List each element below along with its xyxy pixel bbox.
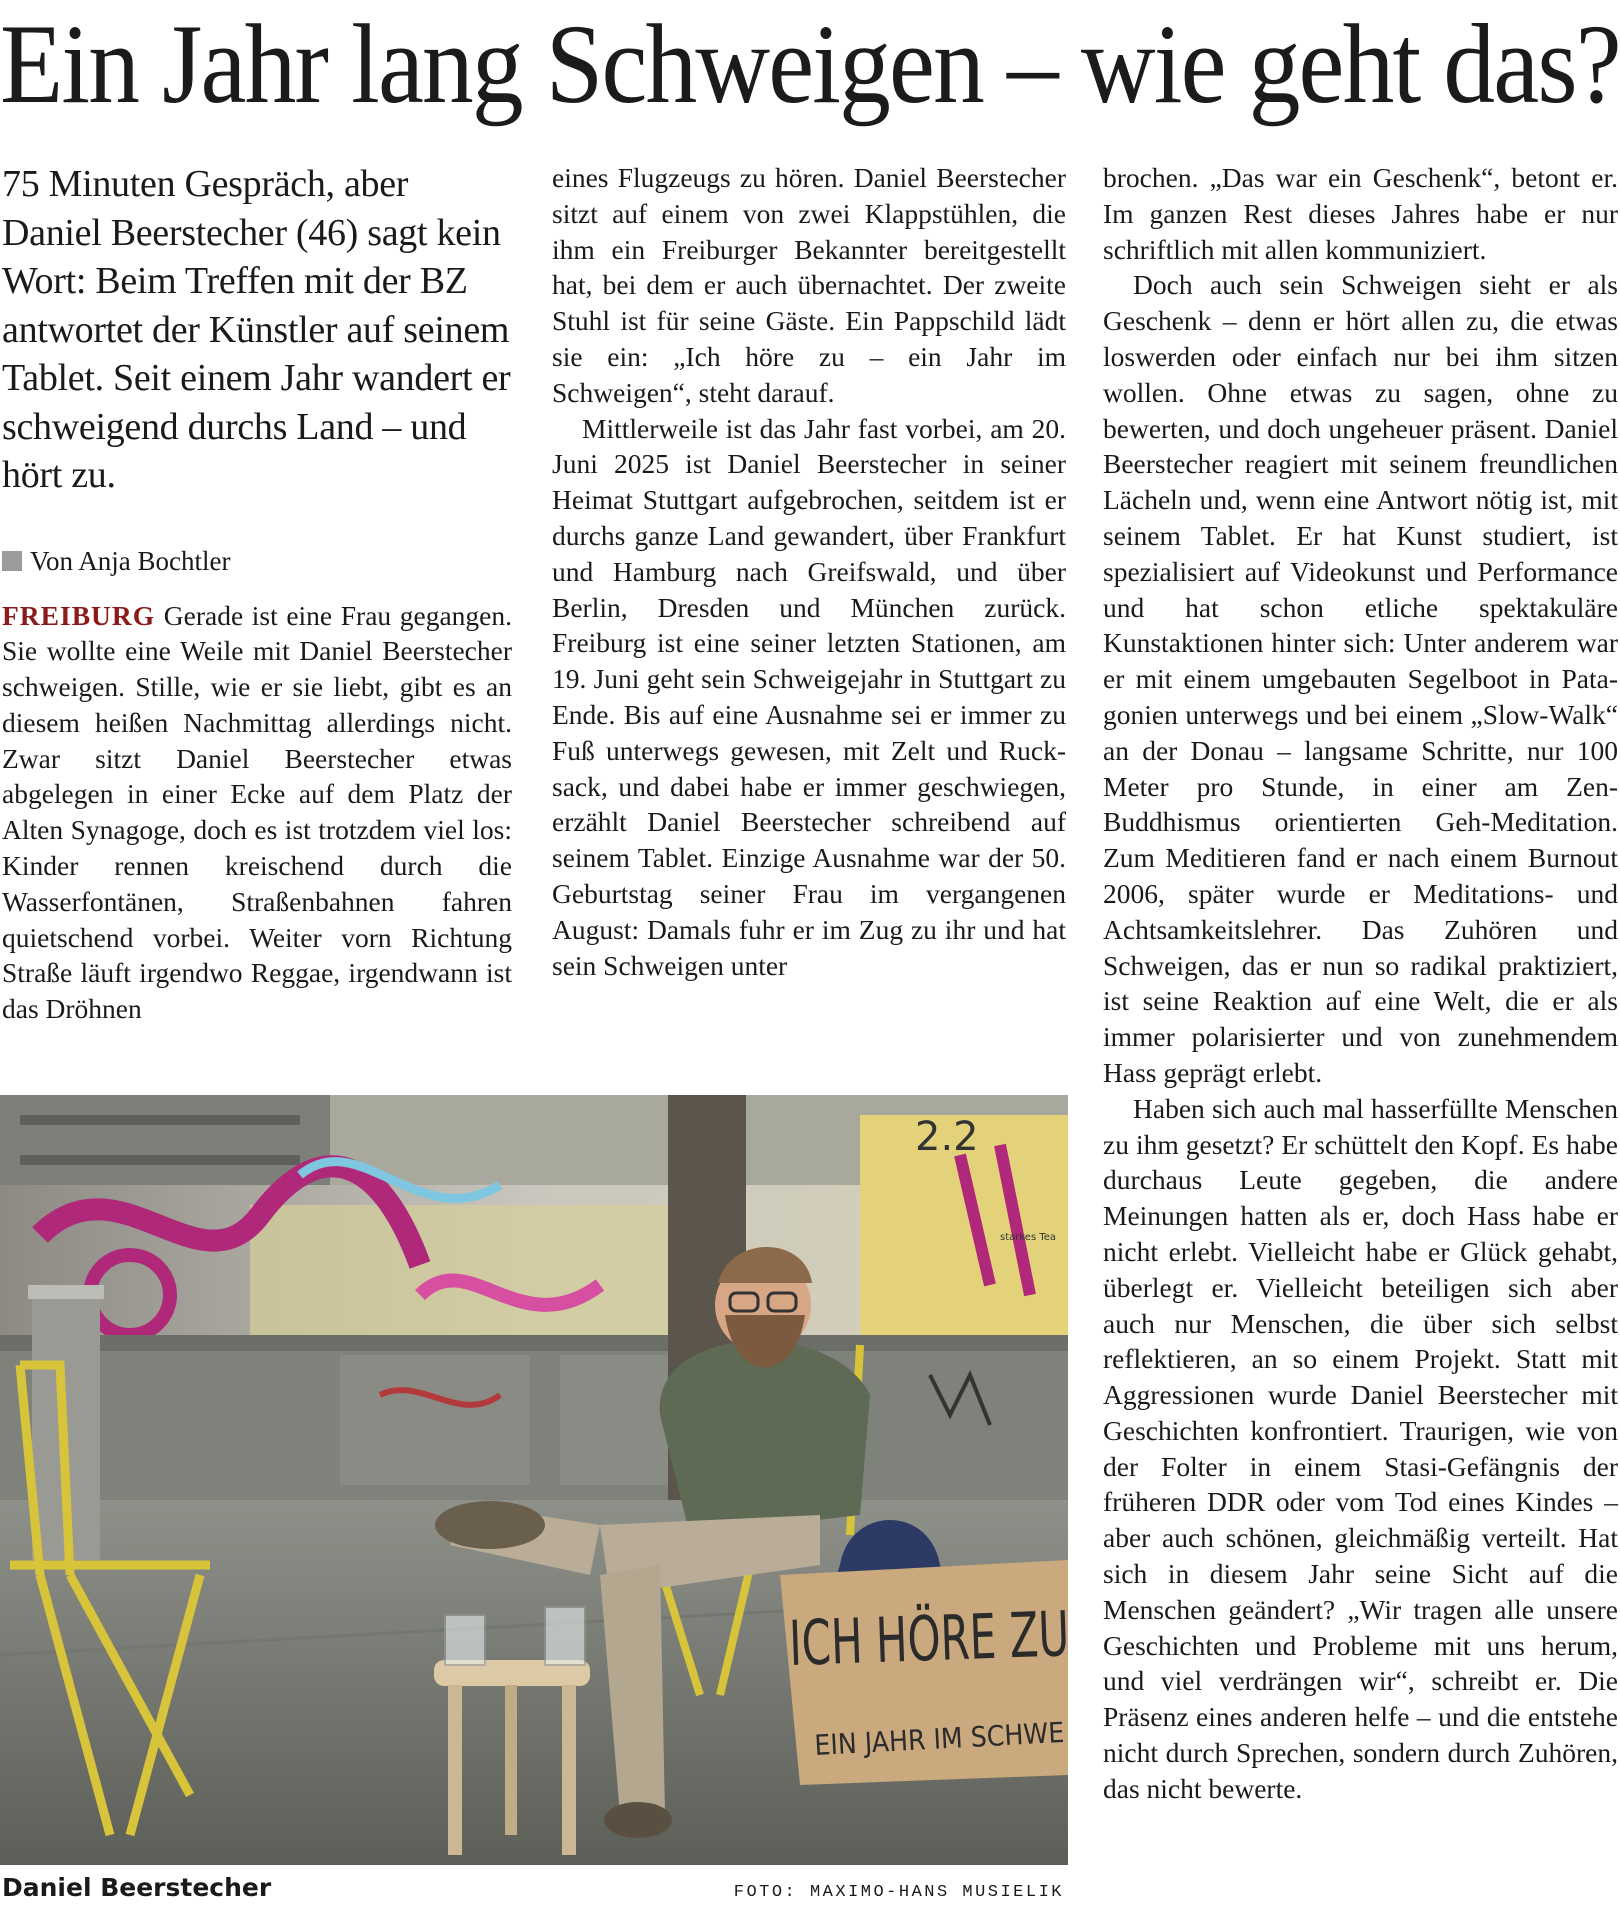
dateline: FREIBURG	[2, 599, 156, 631]
byline	[2, 544, 512, 578]
sign-text-line2: EIN JAHR IM SCHWE	[813, 1714, 1093, 1762]
body-paragraph-3: Mittlerweile ist das Jahr fast vorbei, am 20. Juni 2025 ist Daniel Beerstecher in seiner Heimat Stuttgart aufgebrochen, seitdem ist er durchs ganze Land gewandert, über Frankfurt und Hamburg nach Greifswald, und über Berlin, Dresden und München zurück. Freiburg ist eine seiner letzten Stationen, am 19. Juni geht sein Schweigejahr in Stuttgart zu Ende. Bis auf eine Ausnahme sei er immer zu Fuß unterwegs gewesen, mit Zelt und Rucksack, und dabei habe er immer geschwiegen, erzählt Daniel Beerstecher schreibend auf seinem Tablet. Einzige Ausnahme war der 50. Geburtstag seiner Frau im vergangenen August: Damals fuhr er im Zug zu ihr und hat sein Schweigen unter	[552, 412, 1066, 981]
body-paragraph-6: Haben sich auch mal hasserfüllte Menschen zu ihm gesetzt? Er schüttelt den Kopf. Es habe durchaus Leute gegeben, die andere Meinungen hatten als er, doch Hass habe er nicht erlebt. Vielleicht habe er Glück gehabt, überlegt er. Vielleicht beteiligen sich aber auch nur Menschen, die über sich selbst reflektieren, an so einem Projekt. Statt mit Aggressionen wurde Daniel Beerstecher mit Geschichten konfrontiert. Traurigen, wie von der Folter in einem Stasi-Gefängnis der früheren DDR oder vom Tod eines Kindes – aber auch schönen, gleichmäßig verteilt. Hat sich in diesem Jahr seine Sicht auf die Menschen geändert? „Wir tragen alle unsere Geschichten und Probleme mit uns herum, und viel verdrängen wir“, schreibt er. Die Präsenz eines anderen helfe – und die entstehe nicht durch Sprechen, sondern durch Zuhören, das nicht bewerte.	[1103, 1092, 1618, 1804]
lead-paragraph: 75 Minuten Gespräch, aber Daniel Beerstecher (46) sagt kein Wort: Beim Treffen mit der BZ antwortet der Künstler auf seinem Tablet. Seit einem Jahr wandert er schweigend durchs Land – und hört zu.	[2, 163, 511, 496]
article-photo	[0, 1095, 1204, 1865]
photo-illustration	[0, 1095, 1204, 1865]
column-3	[1103, 160, 1618, 1807]
sign-text-line1: ICH HÖRE ZU	[787, 1592, 1204, 1680]
poster-number: 2.2	[915, 1114, 979, 1160]
body-text-col1: Gerade ist eine Frau gegangen. Sie wollte eine Weile mit Daniel Beerstecher schweigen. Stille, wie er sie liebt, gibt es an diesem heißen Nachmittag allerdings nicht. Zwar sitzt Daniel Beerstecher etwas abgelegen in einer Ecke auf dem Platz der Alten Synagoge, doch es ist trotzdem viel los: Kinder rennen kreischend durch die Wasserfontänen, Straßenbahnen fahren quietschend vorbei. Weiter vorn Richtung Straße läuft irgendwo Reggae, irgendwann ist das Dröhnen	[2, 599, 512, 1025]
body-paragraph-1	[2, 598, 512, 1028]
byline-author: Von Anja Bochtler	[30, 545, 231, 576]
photo-credit: FOTO: MAXIMO-HANS MUSIELIK	[733, 1883, 1064, 1902]
photo-caption	[2, 1873, 1070, 1909]
caption-name: Daniel Beerstecher	[2, 1873, 272, 1902]
body-paragraph-4: brochen. „Das war ein Geschenk“, betont er. Im ganzen Rest dieses Jahres habe er nur schriftlich mit allen kommuniziert.	[1103, 162, 1618, 265]
headline: Ein Jahr lang Schweigen – wie geht das?	[0, 2, 1620, 127]
column-2	[552, 160, 1066, 983]
body-paragraph-2: eines Flugzeugs zu hören. Daniel Beerstecher sitzt auf einem von zwei Klappstühlen, die ihm ein Freiburger Bekannter bereitgestellt hat, bei dem er auch übernachtet. Der zweite Stuhl ist für seine Gäste. Ein Pappschild lädt sie ein: „Ich höre zu – ein Jahr im Schweigen“, steht darauf.	[552, 162, 1066, 408]
poster-small-text: starkes Tea	[1000, 1232, 1057, 1243]
byline-square-icon	[2, 551, 22, 571]
body-paragraph-5: Doch auch sein Schweigen sieht er als Geschenk – denn er hört allen zu, die etwas loswerden oder einfach nur bei ihm sitzen wollen. Ohne etwas zu sagen, ohne zu bewerten, und doch ungeheuer präsent. Daniel Beerstecher reagiert mit seinem freundlichen Lächeln und, wenn eine Antwort nötig ist, mit seinem Tablet. Er hat Kunst studiert, ist spezialisiert auf Videokunst und Performance und hat schon etliche spektakuläre Kunstaktionen hinter sich: Unter anderem war er mit einem umgebauten Segelboot in Patagonien unterwegs und bei einem „Slow-Walk“ an der Donau – langsame Schritte, nur 100 Meter pro Stunde, in einer am Zen-Buddhismus orientierten Geh-Meditation. Zum Meditieren fand er nach einem Burnout 2006, später wurde er Meditations- und Achtsamkeitslehrer. Das Zuhören und Schweigen, das er nun so radikal praktiziert, ist seine Reaktion auf eine Welt, die er als immer polarisierter und von zunehmendem Hass geprägt erlebt.	[1103, 269, 1618, 1088]
column-1	[2, 160, 512, 1027]
